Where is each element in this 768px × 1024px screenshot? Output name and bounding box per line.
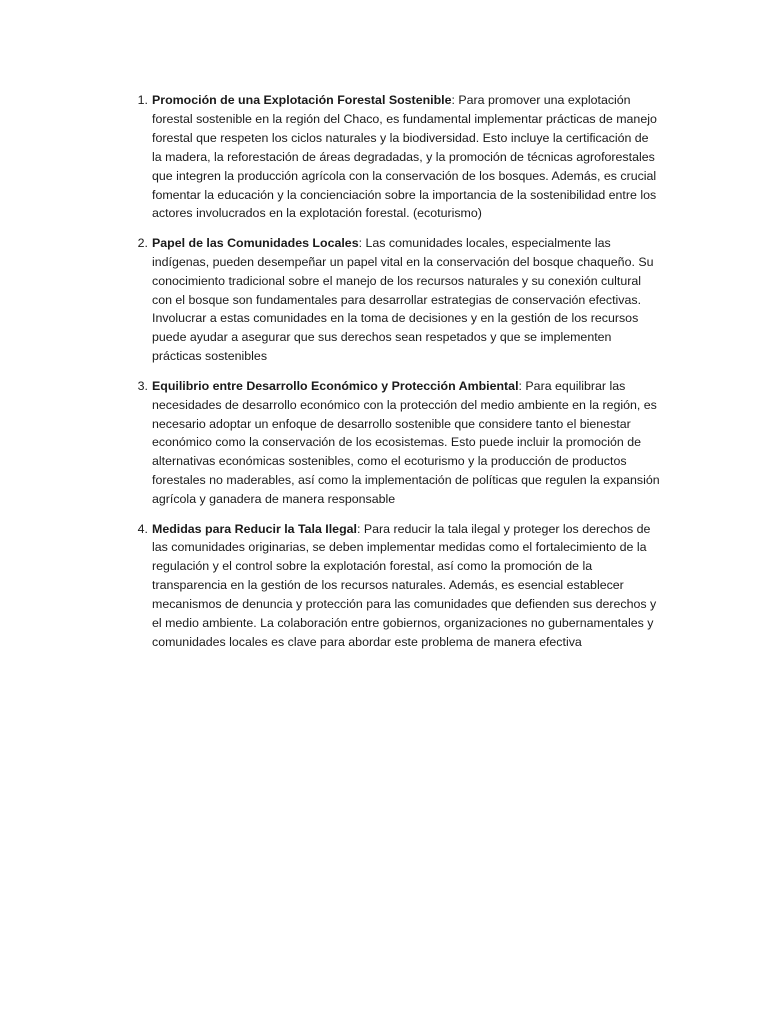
item-text: : Para reducir la tala ilegal y proteger los derechos de las comunidades originarias, se deben implementar medidas como el fortalecimiento de la regulación y el control sobre la explotación forestal, así como la promoción de la transparencia en la gestión de los recursos naturales. Además, es esencial establecer mecanismos de denuncia y protección para las comunidades que defienden sus derechos y el medio ambiente. La colaboración entre gobiernos, organizaciones no gubernamentales y comunidades locales es clave para abordar este problema de manera efectiva — [152, 521, 657, 649]
item-heading: Promoción de una Explotación Forestal Sostenible — [152, 93, 452, 107]
list-item — [137, 234, 660, 366]
list-item — [137, 520, 660, 652]
list-number: 1. — [137, 93, 148, 107]
item-text: : Para equilibrar las necesidades de desarrollo económico con la protección del medio ambiente en la región, es necesario adoptar un enfoque de desarrollo sostenible que considere tanto el bienestar económico como la conservación de los ecosistemas. Esto puede incluir la promoción de alternativas económicas sostenibles, como el ecoturismo y la producción de productos forestales no maderables, así como la implementación de políticas que regulen la expansión agrícola y ganadera de manera responsable — [152, 378, 660, 507]
numbered-list — [137, 91, 660, 662]
item-text: : Para promover una explotación forestal sostenible en la región del Chaco, es fundamental implementar prácticas de manejo forestal que respeten los ciclos naturales y la biodiversidad. Esto incluye la certificación de la madera, la reforestación de áreas degradadas, y la promoción de técnicas agroforestales que integren la producción agrícola con la conservación de los bosques. Además, es crucial fomentar la educación y la concienciación sobre la importancia de la sostenibilidad entre los actores involucrados en la explotación forestal. (ecoturismo) — [152, 93, 657, 221]
item-heading: Papel de las Comunidades Locales — [152, 235, 359, 250]
item-heading: Medidas para Reducir la Tala Ilegal — [152, 521, 357, 536]
list-number: 2. — [137, 235, 148, 250]
list-item — [137, 91, 660, 223]
list-number: 4. — [137, 521, 148, 536]
list-item — [137, 377, 660, 509]
item-text: : Las comunidades locales, especialmente las indígenas, pueden desempeñar un papel vital en la conservación del bosque chaqueño. Su conocimiento tradicional sobre el manejo de los recursos naturales y su conexión cultural con el bosque son fundamentales para desarrollar estrategias de conservación efectivas. Involucrar a estas comunidades en la toma de decisiones y en la gestión de los recursos puede ayudar a asegurar que sus derechos sean respetados y que se implementen prácticas sostenibles — [152, 235, 654, 364]
list-number: 3. — [137, 378, 148, 393]
item-heading: Equilibrio entre Desarrollo Económico y Protección Ambiental — [152, 378, 519, 393]
